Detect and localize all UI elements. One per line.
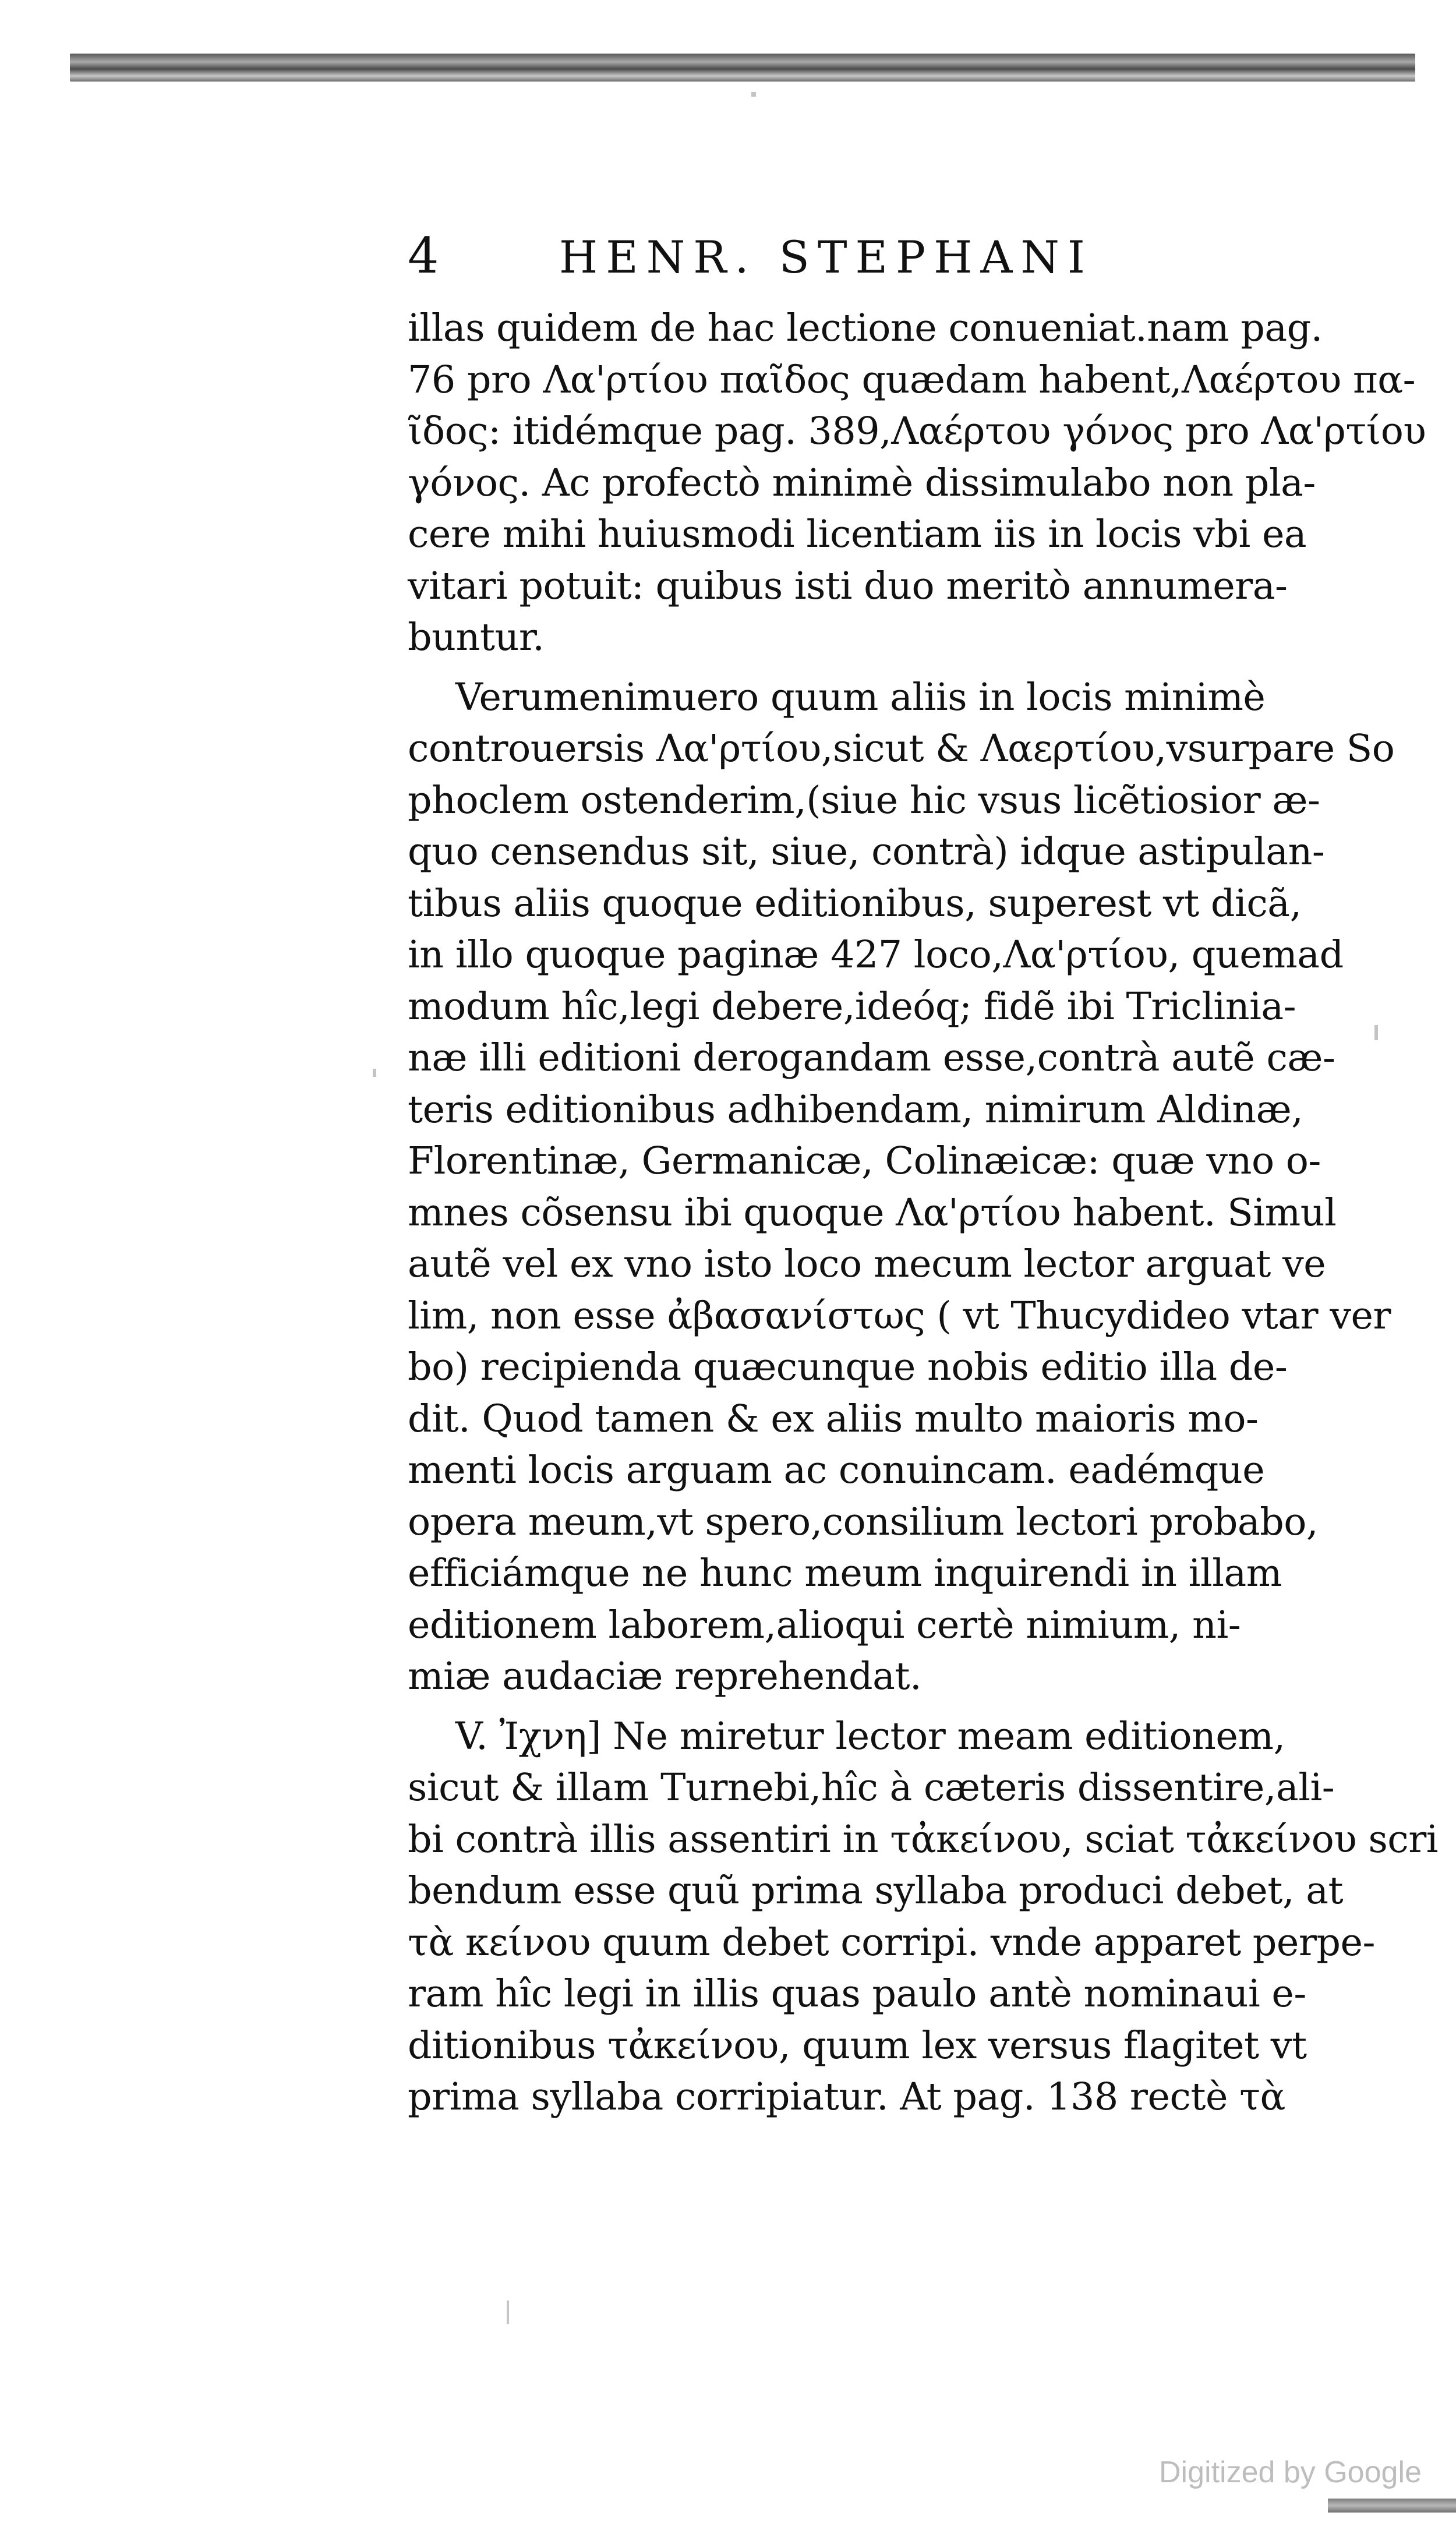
digitized-watermark: Digitized by Google: [1159, 2455, 1422, 2489]
text-line: teris editionibus adhibendam, nimirum Aldinæ,: [408, 1087, 1303, 1132]
text-line: dit. Quod tamen & ex aliis multo maioris mo-: [408, 1397, 1259, 1441]
text-line: Verumenimuero quum aliis in locis minimè: [455, 675, 1266, 719]
text-line: ῖδος: itidémque pag. 389,Λαέρτου γόνος pro Λα'ρτίου: [408, 409, 1426, 453]
text-line: Florentinæ, Germanicæ, Colinæicæ: quæ vno o-: [408, 1139, 1321, 1183]
text-line: τὰ κείνου quum debet corripi. vnde apparet perpe-: [408, 1920, 1375, 1964]
paragraph-1: [408, 303, 1426, 664]
scan-speck: [1374, 1025, 1378, 1040]
text-line: editionem laborem,alioqui certè nimium, ni-: [408, 1603, 1241, 1647]
text-line: bi contrà illis assentiri in τἀκείνου, sciat τἀκείνου scri: [408, 1817, 1439, 1861]
text-line: efficiámque ne hunc meum inquirendi in illam: [408, 1552, 1282, 1595]
text-line: ditionibus τἀκείνου, quum lex versus flagitet vt: [408, 2023, 1307, 2068]
scan-speck: [751, 92, 756, 97]
page-header: [408, 227, 1325, 297]
text-line: menti locis arguam ac conuincam. eadémque: [408, 1448, 1265, 1492]
paragraph-2: [408, 672, 1395, 1703]
scan-edge-top: [70, 54, 1415, 82]
text-line: γόνος. Ac profectò minimè dissimulabo non pla-: [408, 461, 1316, 505]
text-line: miæ audaciæ reprehendat.: [408, 1655, 922, 1698]
text-line: V. Ἰχνη] Ne miretur lector meam editionem,: [455, 1714, 1285, 1758]
scan-edge-bottom: [1328, 2499, 1456, 2513]
text-line: lim, non esse ἀβασανίστως ( vt Thucydideo vtar ver: [408, 1294, 1391, 1338]
text-line: cere mihi huiusmodi licentiam iis in locis vbi ea: [408, 513, 1307, 556]
text-line: prima syllaba corripiatur. At pag. 138 rectè τὰ: [408, 2075, 1285, 2119]
scan-speck: [507, 2301, 509, 2324]
text-line: modum hîc,legi debere,ideóq; fidẽ ibi Tricliniа-: [408, 984, 1296, 1029]
text-line: opera meum,vt spero,consilium lectori probabo,: [408, 1500, 1319, 1544]
text-line: ram hîc legi in illis quas paulo antè nominaui e-: [408, 1972, 1306, 2016]
text-line: bendum esse quũ prima syllaba produci debet, at: [408, 1869, 1344, 1913]
text-line: næ illi editioni derogandam esse,contrà autẽ cæ-: [408, 1036, 1335, 1080]
page-number: 4: [408, 227, 439, 284]
text-line: autẽ vel ex vno isto loco mecum lector arguat ve: [408, 1242, 1326, 1286]
scan-speck: [373, 1069, 376, 1077]
text-line: sicut & illam Turnebi,hîc à cæteris dissentire,ali-: [408, 1766, 1335, 1810]
book-page: [408, 227, 1439, 2132]
text-line: vitari potuit: quibus isti duo meritò annumera-: [408, 564, 1288, 608]
text-line: 76 pro Λα'ρτίου παῖδος quædam habent,Λαέρτου πα-: [408, 358, 1416, 402]
text-line: tibus aliis quoque editionibus, superest vt dicã,: [408, 881, 1302, 925]
text-line: in illo quoque paginæ 427 loco,Λα'ρτίου, quemad: [408, 933, 1344, 977]
text-line: mnes cõsensu ibi quoque Λα'ρτίου habent. Simul: [408, 1190, 1337, 1235]
text-line: controuersis Λα'ρτίου,sicut & Λαερτίου,vsurpare So: [408, 727, 1395, 771]
text-line: bo) recipienda quæcunque nobis editio illa de-: [408, 1345, 1288, 1389]
text-line: buntur.: [408, 616, 545, 659]
text-line: illas quidem de hac lectione conueniat.nam pag.: [408, 306, 1323, 350]
text-line: quo censendus sit, siue, contrà) idque astipulan-: [408, 830, 1325, 874]
paragraph-3: [408, 1711, 1439, 2123]
running-head: HENR. STEPHANI: [559, 231, 1093, 283]
text-line: phoclem ostenderim,(siue hic vsus licẽtiosior æ-: [408, 778, 1320, 822]
